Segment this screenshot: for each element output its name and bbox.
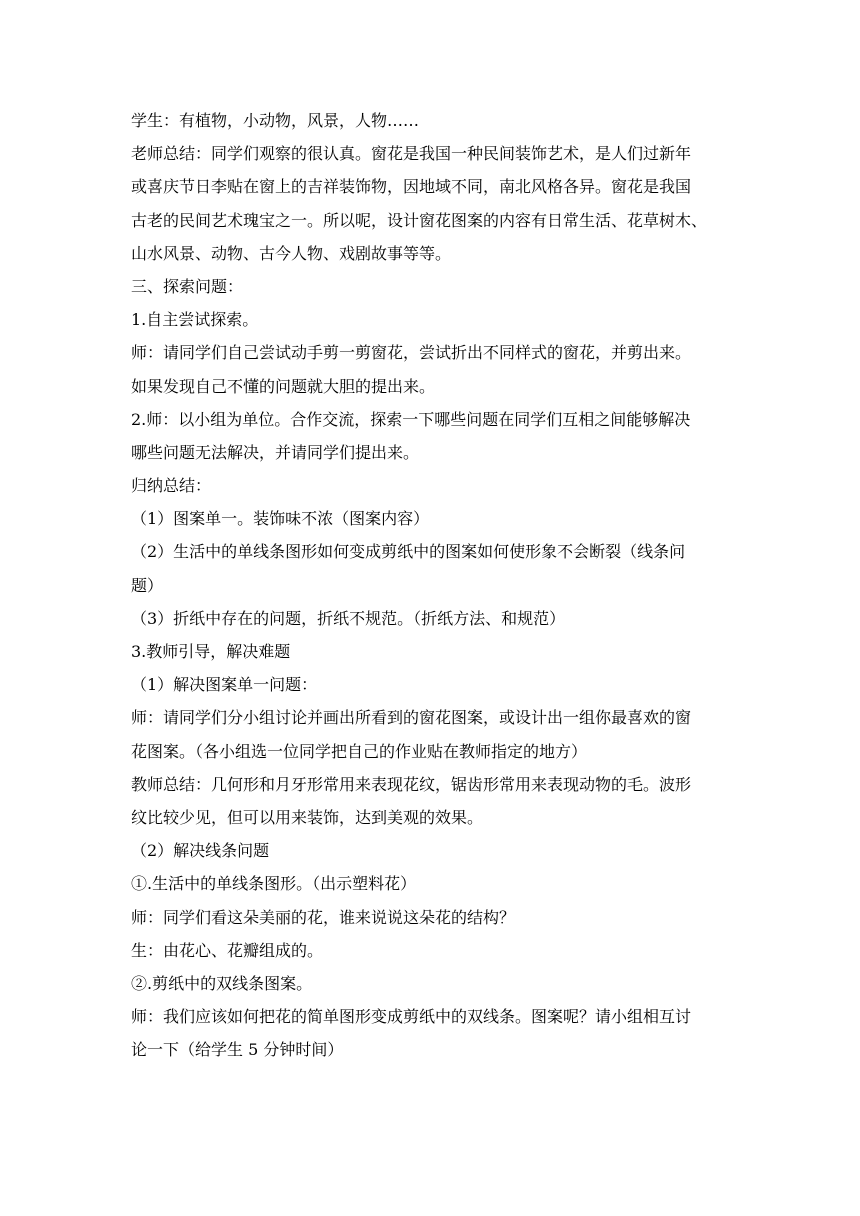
list-item: ②.剪纸中的双线条图案。: [131, 973, 313, 993]
paragraph-line: 2.师：以小组为单位。合作交流，探索一下哪些问题在同学们互相之间能够解决: [131, 409, 691, 429]
paragraph-line: 师：同学们看这朵美丽的花，谁来说说这朵花的结构？: [131, 907, 516, 927]
paragraph-line: 生：由花心、花瓣组成的。: [131, 940, 324, 960]
paragraph-line: 师：请同学们分小组讨论并画出所看到的窗花图案，或设计出一组你最喜欢的窗: [131, 708, 692, 728]
section-heading: 三、探索问题：: [131, 276, 244, 296]
paragraph-line: 山水风景、动物、古今人物、戏剧故事等等。: [131, 243, 452, 263]
step-heading: 3.教师引导，解决难题: [131, 642, 291, 661]
paragraph-line: 哪些问题无法解决，并请同学们提出来。: [131, 442, 420, 462]
list-item: （3）折纸中存在的问题，折纸不规范。（折纸方法、和规范）: [131, 608, 566, 628]
list-item: （2）解决线条问题: [131, 841, 270, 861]
paragraph-line: 或喜庆节日李贴在窗上的吉祥装饰物，因地域不同，南北风格各异。窗花是我国: [131, 177, 692, 197]
step-heading: 1.自主尝试探索。: [131, 310, 259, 330]
document-body: [131, 104, 731, 1066]
paragraph-line: 论一下（给学生 5 分钟时间）: [131, 1040, 344, 1060]
paragraph-line: 师：我们应该如何把花的简单图形变成剪纸中的双线条。图案呢？请小组相互讨: [131, 1007, 692, 1027]
paragraph-line: 纹比较少见，但可以用来装饰，达到美观的效果。: [131, 807, 484, 827]
list-item: 题）: [131, 575, 164, 595]
list-item: （1）解决图案单一问题：: [131, 675, 318, 695]
paragraph-line: 归纳总结：: [131, 476, 212, 496]
list-item: ①.生活中的单线条图形。（出示塑料花）: [131, 874, 417, 894]
list-item: （1）图案单一。装饰味不浓（图案内容）: [131, 509, 430, 529]
paragraph-line: 学生：有植物，小动物，风景，人物……: [131, 111, 420, 130]
paragraph-line: 如果发现自己不懂的问题就大胆的提出来。: [131, 376, 436, 396]
paragraph-line: 古老的民间艺术瑰宝之一。所以呢，设计窗花图案的内容有日常生活、花草树木、: [131, 210, 708, 230]
paragraph-line: 老师总结：同学们观察的很认真。窗花是我国一种民间装饰艺术，是人们过新年: [131, 144, 692, 164]
paragraph-line: 教师总结：几何形和月牙形常用来表现花纹，锯齿形常用来表现动物的毛。波形: [131, 774, 692, 794]
list-item: （2）生活中的单线条图形如何变成剪纸中的图案如何使形象不会断裂（线条问: [131, 542, 686, 562]
paragraph-line: 师：请同学们自己尝试动手剪一剪窗花，尝试折出不同样式的窗花，并剪出来。: [131, 343, 692, 363]
paragraph-line: 花图案。（各小组选一位同学把自己的作业贴在教师指定的地方）: [131, 741, 588, 761]
